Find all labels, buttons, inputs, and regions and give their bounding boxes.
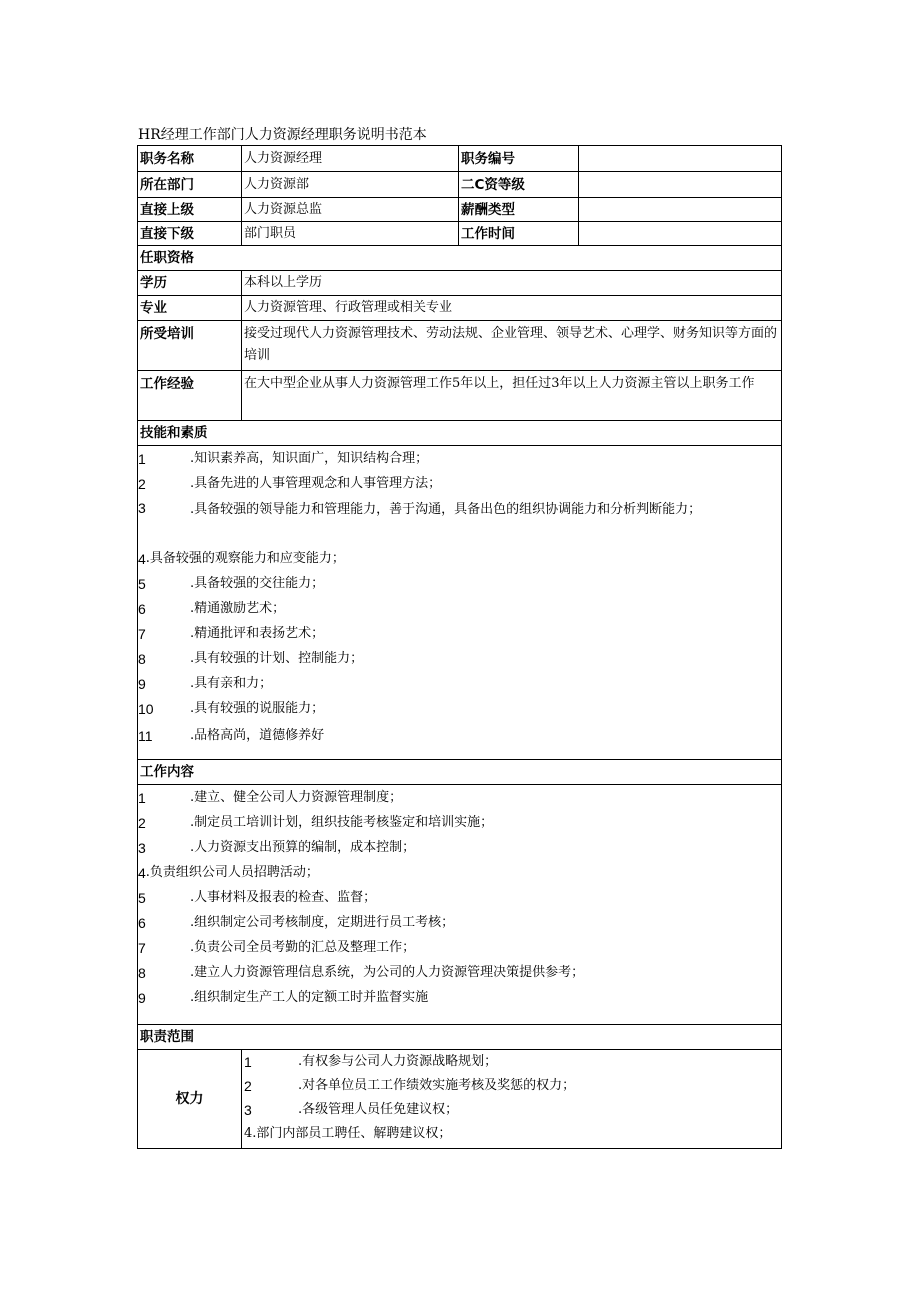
list-item: 7 .精通批评和表扬艺术；	[138, 625, 325, 642]
list-item: 2 .制定员工培训计划，组织技能考核鉴定和培训实施；	[138, 814, 494, 831]
list-item: 3 .人力资源支出预算的编制，成本控制；	[138, 839, 416, 856]
qualifications-heading: 任职资格	[138, 246, 782, 271]
list-item: 7 .负责公司全员考勤的汇总及整理工作；	[138, 939, 416, 956]
basic-row-4	[138, 222, 782, 246]
skills-heading-row	[138, 421, 782, 446]
label-education: 学历	[138, 271, 242, 296]
list-item: 11 .品格高尚，道德修养好	[138, 728, 325, 744]
label-salary-type: 薪酬类型	[459, 198, 579, 222]
value-direct-subordinate: 部门职员	[242, 222, 459, 246]
label-wage-grade: 二C资等级	[459, 172, 579, 198]
label-major: 专业	[138, 296, 242, 321]
qualifications-heading-row	[138, 246, 782, 271]
value-training: 接受过现代人力资源管理技术、劳动法规、企业管理、领导艺术、心理学、财务知识等方面的培训	[242, 321, 782, 371]
value-wage-grade	[579, 172, 782, 198]
experience-row	[138, 371, 782, 421]
basic-row-2	[138, 172, 782, 198]
label-direct-subordinate: 直接下级	[138, 222, 242, 246]
label-job-number: 职务编号	[459, 146, 579, 172]
list-item: 1 .有权参与公司人力资源战略规划；	[244, 1054, 498, 1070]
job-description-table	[137, 145, 782, 1149]
value-education: 本科以上学历	[242, 271, 782, 296]
list-item: 4 .部门内部员工聘任、解聘建议权；	[244, 1126, 452, 1141]
label-department: 所在部门	[138, 172, 242, 198]
list-item: 4 .负责组织公司人员招聘活动；	[138, 864, 319, 881]
major-row	[138, 296, 782, 321]
label-working-hours: 工作时间	[459, 222, 579, 246]
power-row	[138, 1050, 782, 1149]
scope-heading: 职责范围	[138, 1025, 782, 1050]
list-item: 5 .具备较强的交往能力；	[138, 575, 325, 592]
value-working-hours	[579, 222, 782, 246]
document-title: HR经理工作部门人力资源经理职务说明书范本	[138, 127, 427, 143]
duties-heading: 工作内容	[138, 760, 782, 785]
list-item: 2 .具备先进的人事管理观念和人事管理方法；	[138, 475, 442, 492]
power-label: 权力	[138, 1050, 242, 1149]
skills-list	[138, 446, 782, 760]
basic-row-1	[138, 146, 782, 172]
skills-heading: 技能和素质	[138, 421, 782, 446]
value-job-title: 人力资源经理	[242, 146, 459, 172]
value-salary-type	[579, 198, 782, 222]
list-item: 10 .具有较强的说服能力；	[138, 700, 325, 717]
list-item: 5 .人事材料及报表的检查、监督；	[138, 889, 377, 906]
list-item: 6 .组织制定公司考核制度，定期进行员工考核；	[138, 914, 455, 931]
basic-row-3	[138, 198, 782, 222]
skills-list-row	[138, 446, 782, 760]
duties-heading-row	[138, 760, 782, 785]
list-item: 2 .对各单位员工工作绩效实施考核及奖惩的权力；	[244, 1078, 576, 1094]
value-experience: 在大中型企业从事人力资源管理工作5年以上，担任过3年以上人力资源主管以上职务工作	[242, 371, 782, 421]
label-experience: 工作经验	[138, 371, 242, 421]
duties-list	[138, 785, 782, 1025]
list-item: 9 .具有亲和力；	[138, 675, 273, 692]
label-direct-superior: 直接上级	[138, 198, 242, 222]
value-direct-superior: 人力资源总监	[242, 198, 459, 222]
label-job-title: 职务名称	[138, 146, 242, 172]
list-item: 1 .建立、健全公司人力资源管理制度；	[138, 789, 403, 806]
list-item: 9 .组织制定生产工人的定额工时并监督实施	[138, 989, 429, 1006]
list-item: 8 .建立人力资源管理信息系统，为公司的人力资源管理决策提供参考；	[138, 964, 585, 981]
value-job-number	[579, 146, 782, 172]
list-item: 6 .精通激励艺术；	[138, 600, 286, 617]
education-row	[138, 271, 782, 296]
scope-heading-row	[138, 1025, 782, 1050]
list-item: 1 .知识素养高，知识面广，知识结构合理；	[138, 450, 429, 467]
list-item: 8 .具有较强的计划、控制能力；	[138, 650, 364, 667]
list-item: 3 .具备较强的领导能力和管理能力，善于沟通，具备出色的组织协调能力和分析判断能力；	[138, 500, 702, 517]
training-row	[138, 321, 782, 371]
value-major: 人力资源管理、行政管理或相关专业	[242, 296, 782, 321]
value-department: 人力资源部	[242, 172, 459, 198]
label-training: 所受培训	[138, 321, 242, 371]
duties-list-row	[138, 785, 782, 1025]
list-item: 3 .各级管理人员任免建议权；	[244, 1102, 459, 1118]
power-list	[242, 1050, 782, 1149]
list-item: 4 .具备较强的观察能力和应变能力；	[138, 550, 345, 567]
